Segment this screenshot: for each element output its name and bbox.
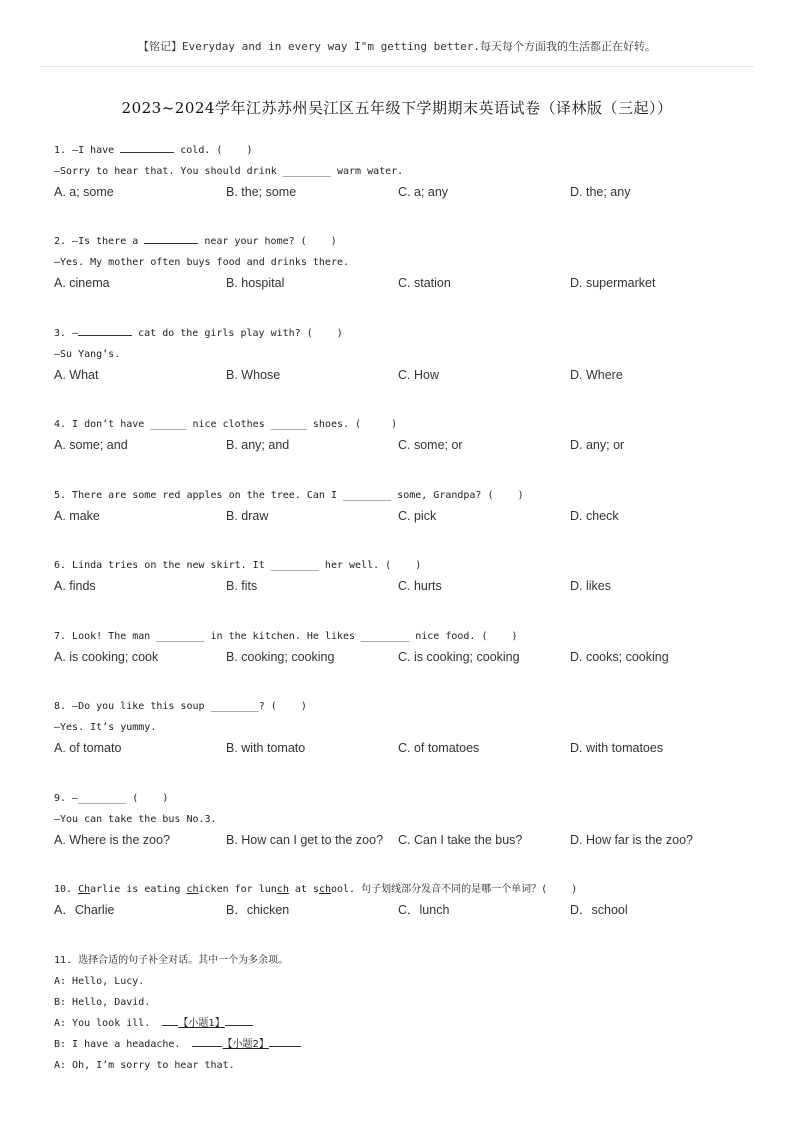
option-c[interactable]: C. How [398,368,439,382]
option-d[interactable]: D. check [570,509,619,523]
answer-blank [144,232,198,244]
question-4 [54,414,754,456]
option-b[interactable]: B. hospital [226,276,285,290]
option-d[interactable]: D. any; or [570,438,625,452]
option-d[interactable]: D．school [570,903,628,917]
option-c[interactable]: C. a; any [398,185,449,199]
option-c[interactable]: C．lunch [398,903,450,917]
sub-question-tag: 【小题1】 [178,1018,225,1029]
answer-blank [78,324,132,336]
question-8 [54,696,754,759]
question-stem: 8. —Do you like this soup ________? ( ) [54,701,307,712]
option-c[interactable]: C. some; or [398,438,463,452]
option-d[interactable]: D. with tomatoes [570,741,664,755]
option-a[interactable]: A. make [54,509,100,523]
dialogue-line: B: I have a headache. 【小题2】 [54,1034,754,1055]
question-6 [54,555,754,597]
question-10 [54,879,754,921]
answer-blank[interactable] [225,1014,253,1026]
option-b[interactable]: B. cooking; cooking [226,650,335,664]
question-5 [54,485,754,527]
options-row [54,830,754,851]
underlined-letters: ch [276,884,289,895]
dialogue-line: A: Hello, Lucy. [54,976,145,987]
question-stem: 3. — cat do the girls play with? ( ) [54,323,754,344]
question-line-2: —Yes. My mother often buys food and drinks there. [54,257,350,268]
header-divider [40,66,754,67]
option-b[interactable]: B. with tomato [226,741,306,755]
option-b[interactable]: B. Whose [226,368,281,382]
answer-blank[interactable] [162,1014,178,1026]
option-d[interactable]: D. Where [570,368,623,382]
page-header-motto: 【铭记】Everyday and in every way I"m getting better.每天每个方面我的生活都正在好转。 [137,40,656,53]
options-row [54,900,754,921]
option-d[interactable]: D. How far is the zoo? [570,833,693,847]
option-a[interactable]: A. Where is the zoo? [54,833,171,847]
options-row [54,738,754,759]
underlined-letters: ch [186,884,199,895]
question-stem: 10. Charlie is eating chicken for lunch at school. 句子划线部分发音不同的是哪一个单词？( ) [54,884,578,895]
options-row [54,273,754,294]
option-c[interactable]: C. of tomatoes [398,741,480,755]
option-b[interactable]: B. How can I get to the zoo? [226,833,384,847]
options-row [54,506,754,527]
question-stem: 5. There are some red apples on the tree. Can I ________ some, Grandpa? ( ) [54,490,524,501]
option-a[interactable]: A．Charlie [54,903,115,917]
question-stem: 2. —Is there a near your home? ( ) [54,231,754,252]
question-line-2: —You can take the bus No.3. [54,814,217,825]
options-row [54,182,754,203]
question-stem: 9. —________ ( ) [54,793,169,804]
option-c[interactable]: C. hurts [398,579,442,593]
question-1 [54,140,754,203]
option-c[interactable]: C. Can I take the bus? [398,833,523,847]
options-row [54,435,754,456]
option-b[interactable]: B. draw [226,509,269,523]
option-a[interactable]: A. a; some [54,185,114,199]
option-a[interactable]: A. some; and [54,438,128,452]
exam-title: 2023~2024学年江苏苏州吴江区五年级下学期期末英语试卷（译林版（三起）） [121,99,673,117]
options-row [54,647,754,668]
question-11 [54,950,754,1076]
option-d[interactable]: D. cooks; cooking [570,650,669,664]
dialogue-line: B: Hello, David. [54,997,151,1008]
option-a[interactable]: A. cinema [54,276,110,290]
option-a[interactable]: A. What [54,368,99,382]
question-line-2: —Su Yang’s. [54,349,121,360]
answer-blank[interactable] [269,1035,301,1047]
question-stem: 7. Look! The man ________ in the kitchen. He likes ________ nice food. ( ) [54,631,518,642]
option-c[interactable]: C. is cooking; cooking [398,650,520,664]
question-3 [54,323,754,386]
question-instruction: 11. 选择合适的句子补全对话。其中一个为多余项。 [54,955,289,966]
answer-blank[interactable] [192,1035,222,1047]
option-b[interactable]: B. any; and [226,438,290,452]
option-c[interactable]: C. station [398,276,451,290]
option-a[interactable]: A. is cooking; cook [54,650,159,664]
options-row [54,365,754,386]
underlined-letters: Ch [78,884,91,895]
option-c[interactable]: C. pick [398,509,437,523]
dialogue-line: A: You look ill. 【小题1】 [54,1013,754,1034]
option-d[interactable]: D. the; any [570,185,631,199]
underlined-letters: ch [318,884,331,895]
dialogue-line: A: Oh, I’m sorry to hear that. [54,1060,235,1071]
option-a[interactable]: A. of tomato [54,741,122,755]
question-9 [54,788,754,851]
option-a[interactable]: A. finds [54,579,96,593]
question-stem: 1. —I have cold. ( ) [54,140,754,161]
sub-question-tag: 【小题2】 [222,1039,269,1050]
options-row [54,576,754,597]
question-line-2: —Sorry to hear that. You should drink ________ warm water. [54,166,404,177]
question-line-2: —Yes. It’s yummy. [54,722,157,733]
option-d[interactable]: D. likes [570,579,611,593]
option-d[interactable]: D. supermarket [570,276,656,290]
answer-blank [120,141,174,153]
question-stem: 6. Linda tries on the new skirt. It ________ her well. ( ) [54,560,422,571]
option-b[interactable]: B. the; some [226,185,297,199]
question-2 [54,231,754,294]
option-b[interactable]: B. fits [226,579,258,593]
question-7 [54,626,754,668]
question-stem: 4. I don’t have ______ nice clothes ______ shoes. ( ) [54,419,398,430]
option-b[interactable]: B．chicken [226,903,290,917]
